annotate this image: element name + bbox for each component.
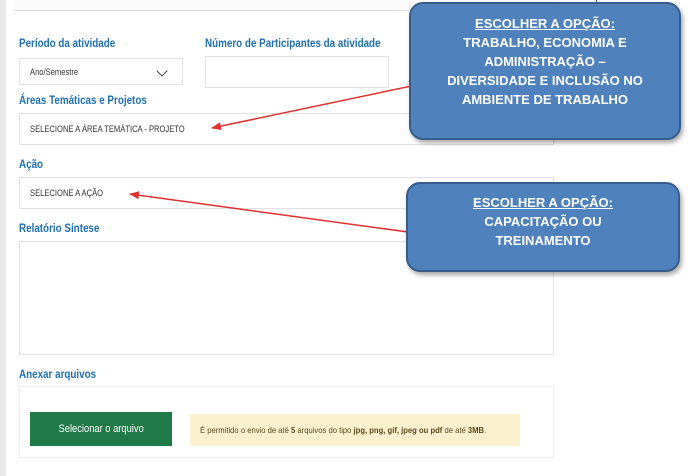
chevron-down-icon (156, 65, 167, 76)
callout-areas-line: DIVERSIDADE E INCLUSÃO NO (447, 73, 643, 88)
callout-areas-line: TRABALHO, ECONOMIA E (463, 35, 627, 50)
areas-select-value: SELECIONE A ÁREA TEMÁTICA - PROJETO (30, 124, 185, 135)
callout-acao (406, 182, 680, 272)
relatorio-label: Relatório Síntese (19, 221, 100, 235)
acao-label: Ação (19, 157, 44, 171)
callout-acao-line: CAPACITAÇÃO OU (484, 214, 602, 229)
callout-areas-line: ADMINISTRAÇÃO – (484, 54, 606, 69)
participantes-label: Número de Participantes da atividade (205, 36, 381, 50)
callout-areas (409, 2, 681, 140)
participantes-input[interactable] (205, 56, 389, 88)
upload-info-note: É permitido o envio de até 5 arquivos do tipo jpg, png, gif, jpeg ou pdf de até 3MB. (190, 414, 520, 446)
callout-acao-title: ESCOLHER A OPÇÃO: (473, 195, 613, 210)
periodo-label: Período da atividade (19, 36, 116, 50)
areas-label: Áreas Temáticas e Projetos (19, 93, 147, 107)
callout-areas-title: ESCOLHER A OPÇÃO: (475, 16, 615, 31)
callout-acao-line: TREINAMENTO (495, 233, 591, 248)
left-border (0, 0, 6, 476)
periodo-select-value: Ano/Semestre (30, 67, 79, 78)
anexar-label: Anexar arquivos (19, 367, 97, 381)
callout-areas-line: AMBIENTE DE TRABALHO (461, 92, 629, 107)
acao-select-value: SELECIONE A AÇÃO (30, 188, 104, 199)
periodo-select[interactable] (19, 58, 183, 85)
select-file-button[interactable]: Selecionar o arquivo (30, 412, 172, 446)
